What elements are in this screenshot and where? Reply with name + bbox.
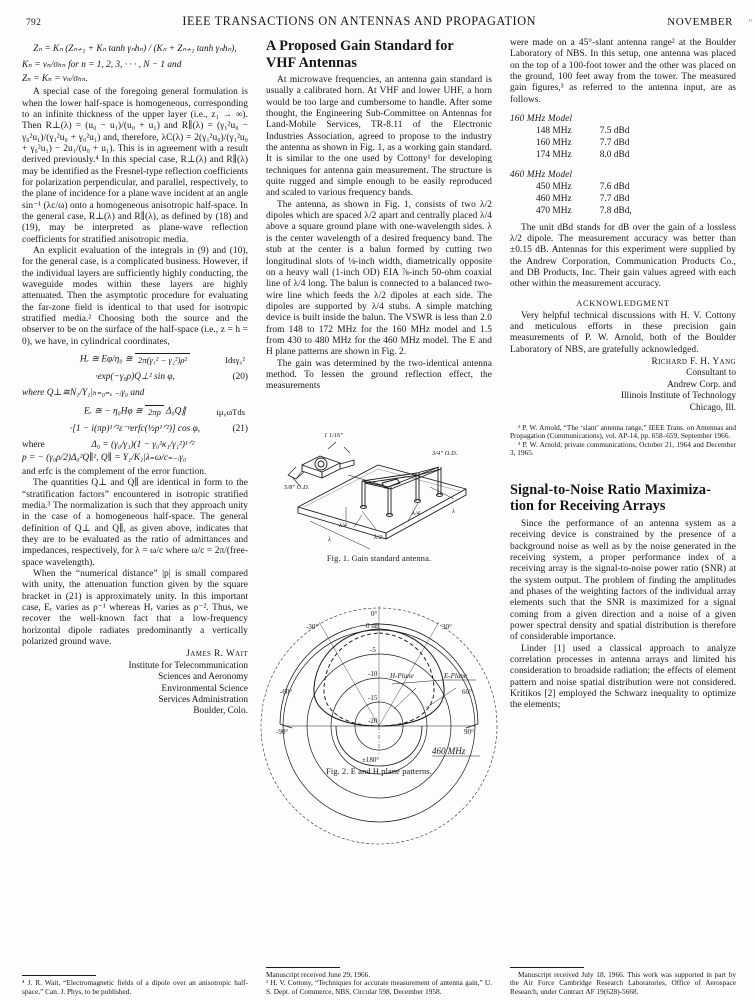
paragraph-special-case: A special case of the foregoing general formulation is when the lower half-space is homogeneous, corresponding to an infinite thickness of the upper layer (i.e., z₁ → ∞). Then R⊥(λ) = (u₀ − u₁)/(u₀ + u₁) and R∥(λ) = (γ₁²u₀ − γ₀²u₁)/(γ₁²u₀ + γ₀²u₁) and, therefore, λC(λ) = 2(γ₁²u₀)/(γ₁²u₀ + γ₀²u₁) − 2u₁/(u₀ + u₁). This is in agreement with a result derived previously.⁴ In this special case, R⊥(λ) and R∥(λ) may be identified as the Fresnel-type reflection coefficients for polarization perpendicular, and parallel, respectively, to the plane of incidence for a plane wave incident at an angle sin⁻¹ (λc/ω) onto a homogeneous anisotropic half-space. In the general case, R⊥(λ) and R∥(λ), as defined by (18) and (19), may be interpreted as plane-wave reflection coefficients for stratified anisotropic media. (22, 87, 248, 245)
paragraph-microwave-frequencies: At microwave frequencies, an antenna gain standard is usually a calibrated horn. At VHF and lower UHF, a horn would be too large and cumbersome to handle. After some thought, the Engineering Sub-Committee on Antennas for Land-Mobile Services, TR-8.11 of the Electronic Industries Association, agreed to propose to the industry the antenna as shown in Fig. 1, as a working gain standard. It is similar to the one used by Cottony¹ for developing techniques for antenna gain measurement. The structure is quite rugged and simple enough to be easily reproduced and scaled to various frequency bands. (266, 75, 492, 199)
figure-2-caption: Fig. 2. E and H plane patterns. (326, 766, 432, 776)
equation-20: Hᵣ ≅ Eφ/η₀ ≅ Idsγ₀² 2π(γ₁² − γ₂²)ρ² (79, 354, 245, 366)
table-row (536, 138, 629, 150)
figure-1-label-1: 3/4" O.D. (432, 449, 458, 457)
gain-value: 7.8 dBd, (599, 205, 632, 216)
figure-2-db-15: -15 (368, 693, 378, 702)
article-title-gain-standard (266, 38, 492, 71)
paragraph-gain-method: The gain was determined by the two-identical antenna method. To lessen the ground reflection effect, the measurements (266, 358, 492, 392)
article-title-line-2: VHF Antennas (266, 54, 357, 71)
footnote-rule (22, 975, 96, 976)
article-title-line-1: A Proposed Gain Standard for (266, 38, 454, 54)
affiliation-line-2: Sciences and Aeronomy (158, 672, 248, 683)
gain-table-160mhz (536, 126, 629, 162)
paragraph-snr-performance: Since the performance of an antenna system as a receiving device is constrained by the presence of a background noise as well as by the noise generated in the receiving system, a proper performance index of a receiving array is the signal-to-noise power ratio (SNR) at the system output. The problem of finding the amplitudes and phases of the weighting factors of the individual array elements such that the SNR is maximized for a signal coming from a given direction and a noise of a given power spectral density and spatial distribution is therefore of considerable importance. (510, 518, 736, 643)
figure-1-label-3: λ/4 (339, 521, 347, 529)
footnote-1: ¹ H. V. Cottony, “Techniques for accurate measurement of antenna gain,” U. S. Dept. of Commerce, NBS, Circular 598, December 1958. (266, 978, 492, 996)
gain-freq: 460 MHz (536, 193, 572, 204)
affiliation-line-2: Andrew Corp. and (667, 379, 736, 390)
figure-2-polar-plot (266, 576, 492, 764)
affiliation-line-1: Consultant to (686, 368, 736, 379)
affiliation-location: Chicago, Ill. (689, 402, 736, 413)
equation-kn-definition: Kₙ = vₙ/σₕₙ for n = 1, 2, 3, · · · , N − 1 and (22, 60, 182, 70)
table-row (536, 194, 632, 206)
footnote-2: ² P. W. Arnold, “The ‘slant’ antenna range,” IEEE Trans. on Antennas and Propagation (Communications), vol. AP-14, pp. 658–659, September 1966. (510, 422, 736, 441)
page-edge-mark: " (748, 18, 752, 27)
right-reference-notes (510, 424, 736, 458)
right-column (510, 38, 736, 996)
paragraph-linder-approach: Linder [1] used a classical approach to analyze correlation processes in antenna arrays and limited his consideration to broadside radiation; the effects of element pattern and noise spatial distribution were not considered. Kritikos [2] employed the Schwarz inequality to optimize the elements; (510, 643, 736, 711)
signature-block-yang (510, 357, 736, 414)
equation-21-number: (21) (232, 423, 248, 434)
equation-zn-definition: Zₙ = Kₙ = vₙ/σₕₙ. (22, 73, 88, 84)
affiliation-line-3: Environmental Science (161, 683, 248, 694)
affiliation-line-1: Institute for Telecommunication (128, 660, 248, 671)
right-footnote-block (510, 961, 736, 997)
gain-value: 8.0 dBd (599, 149, 630, 160)
figure-1-drawing (266, 403, 492, 543)
subheading-460mhz-model: 460 MHz Model (510, 168, 573, 179)
article2-title-line-1: Signal-to-Noise Ratio Maximiza- (510, 481, 711, 498)
where-q-perp: where Q⊥≅N₁/Y₁|ₕ₌₀₌ₑ ₋ᵢγ₀ and (22, 388, 145, 399)
gain-freq: 160 MHz (536, 137, 572, 148)
footnote-4: ⁴ J. R. Wait, “Electromagnetic fields of a dipole over an anisotropic half-space,” Can. J. Phys, to be published. (22, 978, 248, 996)
figure-2-angle-minus30: -30° (306, 622, 319, 631)
article-title-snr-maximization (510, 482, 736, 515)
gain-value: 7.7 dBd (599, 137, 630, 148)
article2-title-line-2: tion for Receiving Arrays (510, 498, 666, 515)
equation-21: Eᵣ ≅ − η₀Hφ ≅ iμ₀ωTds 2πρ Δ₀Q∥ (83, 406, 245, 417)
journal-title: IEEE TRANSACTIONS ON ANTENNAS AND PROPAGATION (182, 14, 537, 28)
gain-freq: 470 MHz (536, 205, 572, 216)
where-p-line: p = − (γ₀ρ/2)Δ₀²Q∥², Q∥ = Y₁/K₁|λ₌ω/c₌₋ᵢγ₀ (22, 453, 187, 464)
footnote-3: ³ P. W. Arnold, private communications, October 21, 1964 and December 3, 1965. (510, 439, 736, 458)
figure-2-angle-90: 90° (464, 727, 474, 736)
figure-1-label-0: 1 1/16" (324, 431, 344, 439)
table-row (536, 126, 629, 138)
footnote-rule (266, 967, 340, 968)
figure-1-label-6: λ (328, 535, 331, 543)
equation-20-continued: ·exp(−γ₀ρ)Q⊥² sin φ, (20) (95, 372, 248, 383)
paragraph-stratification-factors: The quantities Q⊥ and Q∥ are identical in form to the “stratification factors” encountered in isotropic stratified media.³ The normalization is such that they approach unity in the case of a homogeneous half-space. The general definition of Q⊥ and Q∥, as given above, indicates that they are to be evaluated as the ratio of admittances and impedances, respectively, for λ = ω/c where ω/c = 2π/(free-space wavelength). (22, 478, 248, 568)
paragraph-antenna-description: The antenna, as shown in Fig. 1, consists of two λ/2 dipoles which are spaced λ/2 apart and centrally placed λ/4 above a square ground plane with one-wavelength sides. λ is the center wavelength of a desired frequency band. The stub at the center is a balun formed by cutting two longitudinal slots of ⅛-inch width, diametrically opposite on a heavy wall (1-inch OD) EIA ⅞-inch 50-ohm coaxial line of λ/4 long. The balun is connected to a balanced two-wire line which feeds the λ/2 dipoles at each side. The dipoles are supported by λ/4 stubs. A simple matching device is built inside the balun. The VSWR is less than 2.0 from 148 to 172 MHz for the 160 MHz model and 1.5 from 430 to 480 MHz for the 460 MHz model. The E and H plane patterns are shown in Fig. 2. (266, 199, 492, 358)
footnote-manuscript-received: Manuscript received June 29, 1966. (266, 969, 371, 979)
left-column (22, 38, 248, 996)
figure-1-label-5: λ/4 (412, 509, 420, 517)
affiliation-line-4: Services Administration (158, 695, 248, 705)
figure-2-angle-60: 60° (462, 687, 472, 696)
paragraph-numerical-distance: When the “numerical distance” |p| is small compared with unity, the attenuation function given by the square bracket in (21) is approximately unity. In this important case, Eᵣ varies as ρ⁻¹ whereas Hᵣ varies as ρ⁻². Thus, we recover the well-known fact that a low-frequency horizontal dipole radiates predominantly a vertically polarized ground wave. (22, 568, 248, 648)
three-column-layout (22, 38, 737, 996)
where-delta-line: where Δ₀ = (γ₀/γ₁)(1 − γ₀²κ₁/γ₁²)¹ᐟ² (22, 439, 195, 450)
where-erfc-note: and erfc is the complement of the error function. (22, 466, 207, 477)
gain-value: 7.7 dBd (599, 193, 630, 204)
figure-2-label-h-plane: H-Plane (390, 671, 414, 680)
issue-month: NOVEMBER (667, 16, 733, 28)
figure-2 (266, 576, 492, 777)
paragraph-acknowledgment: Very helpful technical discussions with H. V. Cottony and meticulous efforts in these precision gain measurements of P. W. Arnold, both of the Boulder Laboratory of NBS, are gratefully acknowledged. (510, 310, 736, 355)
figure-1-label-2: 5/8" O.D. (284, 483, 310, 491)
equation-21-fraction: iμ₀ωTds 2πρ (145, 405, 164, 418)
figure-2-db-5: -5 (370, 645, 376, 654)
gain-freq: 148 MHz (536, 126, 572, 137)
author-name-wait: James R. Wait (186, 649, 248, 660)
figure-2-angle-minus90: -90° (276, 727, 289, 736)
equation-20-number: (20) (232, 372, 248, 383)
figure-2-angle-30: 30° (442, 622, 452, 631)
paragraph-dbd-definition: The unit dBd stands for dB over the gain of a lossless λ/2 dipole. The measurement accuracy was better than ±0.15 dB. Antennas for this experiment were supplied by the Andrew Corporation, Communication Products Co., and DB Products, Inc. Their gain values agreed with each other within the measurement accuracy. (510, 222, 736, 290)
table-row (536, 206, 632, 218)
figure-1-label-4: λ/2 (374, 533, 382, 541)
paragraph-measurement-setup: were made on a 45°-slant antenna range² at the Boulder Laboratory of NBS. In this setup, one antenna was placed on the top of a 100-foot tower and the other was placed on the ground, 100 feet away from the tower. The measured gain figures,³ as referred to the antenna input, are as follows. (510, 38, 736, 105)
gain-table-460mhz (536, 182, 632, 218)
figure-1-caption: Fig. 1. Gain standard antenna. (326, 553, 432, 563)
gain-freq: 174 MHz (536, 149, 572, 160)
affiliation-line-3: Illinois Institute of Technology (620, 391, 736, 402)
figure-2-angle-0: 0° (371, 609, 378, 618)
figure-2-db-0: 0 dB (366, 621, 380, 630)
subheading-160mhz-model: 160 MHz Model (510, 113, 573, 124)
figure-1 (266, 403, 492, 564)
middle-column (266, 38, 492, 996)
table-row (536, 150, 629, 162)
table-row (536, 182, 632, 194)
figure-2-angle-180: ±180° (362, 755, 380, 764)
equation-zn: Zₙ = Kₙ (Zₙ₊₁ + Kₙ tanh γₙhₙ) / (Kₙ + Zₙ₊₁ tanh γₙhₙ), (33, 44, 237, 54)
author-name-yang: Richard F. H. Yang (651, 356, 736, 367)
acknowledgment-heading: ACKNOWLEDGMENT (576, 298, 670, 308)
footnote-manuscript-received-2: Manuscript received July 18, 1966. This work was supported in part by the Air Force Cambridge Research Laboratories, Office of Aerospace Research, under Contract AF 19(628)-5668. (510, 969, 736, 996)
figure-2-label-e-plane: E-Plane (444, 671, 467, 680)
signature-block-wait (22, 649, 248, 717)
figure-2-db-20: -20 (368, 716, 378, 725)
figure-2-angle-minus60: -60° (280, 687, 293, 696)
figure-1-label-7: λ (452, 507, 455, 515)
gain-freq: 450 MHz (536, 181, 572, 192)
gain-value: 7.5 dBd (599, 126, 630, 137)
page-folio: 792 (26, 18, 42, 28)
equation-20-fraction: Idsγ₀² 2π(γ₁² − γ₂²)ρ² (135, 353, 190, 366)
equation-21-continued: ·[1 − i(πp)¹ᐟ²ε⁻ᵖerfc(½p¹ᐟ²)] cos φ, (21) (69, 423, 248, 434)
figure-2-db-10: -10 (368, 669, 378, 678)
figure-2-frequency-label: 460 MHz (432, 745, 466, 756)
running-head (26, 14, 733, 30)
left-footnote-block (22, 969, 248, 996)
affiliation-location: Boulder, Colo. (193, 706, 248, 717)
middle-footnote-block (266, 961, 492, 997)
footnote-rule (510, 967, 584, 968)
paragraph-explicit-evaluation: An explicit evaluation of the integrals in (9) and (10), for the general case, is a complicated business. However, if the individual layers are sufficiently highly conducting, the waveguide modes within these layers are highly attenuated. Then the asymptotic procedure for evaluating the far-zone field is identical to that used for isotropic stratified media.² Choosing both the source and the observer to be on the surface of the half-space (i.e., z = h = 0), we have, in cylindrical coordinates, (22, 246, 248, 347)
gain-value: 7.6 dBd (599, 181, 630, 192)
